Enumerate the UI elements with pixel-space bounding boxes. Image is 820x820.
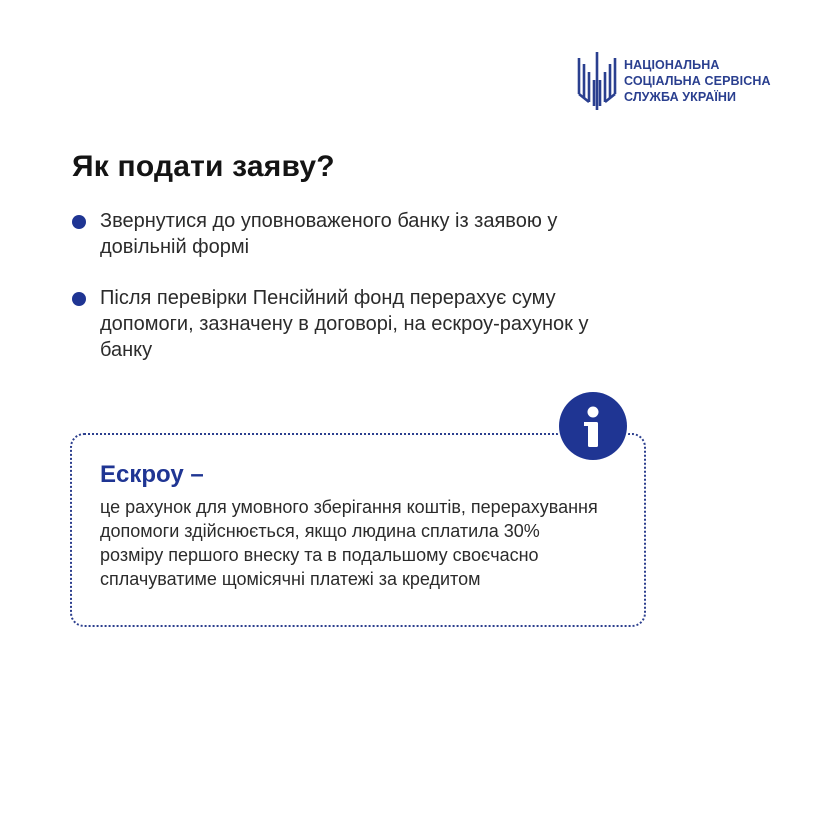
trident-emblem-icon [576, 50, 618, 112]
info-card-body: це рахунок для умовного зберігання коштів, перерахування допомоги здійснюється, якщо людина сплатила 30% розміру першого внеску та в подальшому своєчасно сплачуватиме щомісячні платежі за кредитом [100, 497, 598, 589]
info-card-title: Ескроу – [100, 461, 204, 488]
logo-line-1: НАЦІОНАЛЬНА [624, 58, 720, 72]
bullet-dot-icon [72, 215, 86, 229]
page-title: Як подати заяву? [72, 150, 335, 183]
logo-line-3: СЛУЖБА УКРАЇНИ [624, 90, 737, 104]
logo-line-2: СОЦІАЛЬНА СЕРВІСНА [624, 74, 771, 88]
logo-text [624, 57, 771, 105]
steps-list [72, 208, 592, 388]
list-item-text: Звернутися до уповноваженого банку із заявою у довільній формі [100, 210, 558, 258]
info-icon [559, 392, 627, 460]
list-item [72, 285, 592, 363]
list-item-text: Після перевірки Пенсійний фонд перерахує суму допомоги, зазначену в договорі, на ескроу-рахунок у банку [100, 287, 589, 361]
info-badge [557, 390, 629, 462]
list-item [72, 208, 592, 260]
bullet-dot-icon [72, 292, 86, 306]
logo [576, 50, 771, 112]
